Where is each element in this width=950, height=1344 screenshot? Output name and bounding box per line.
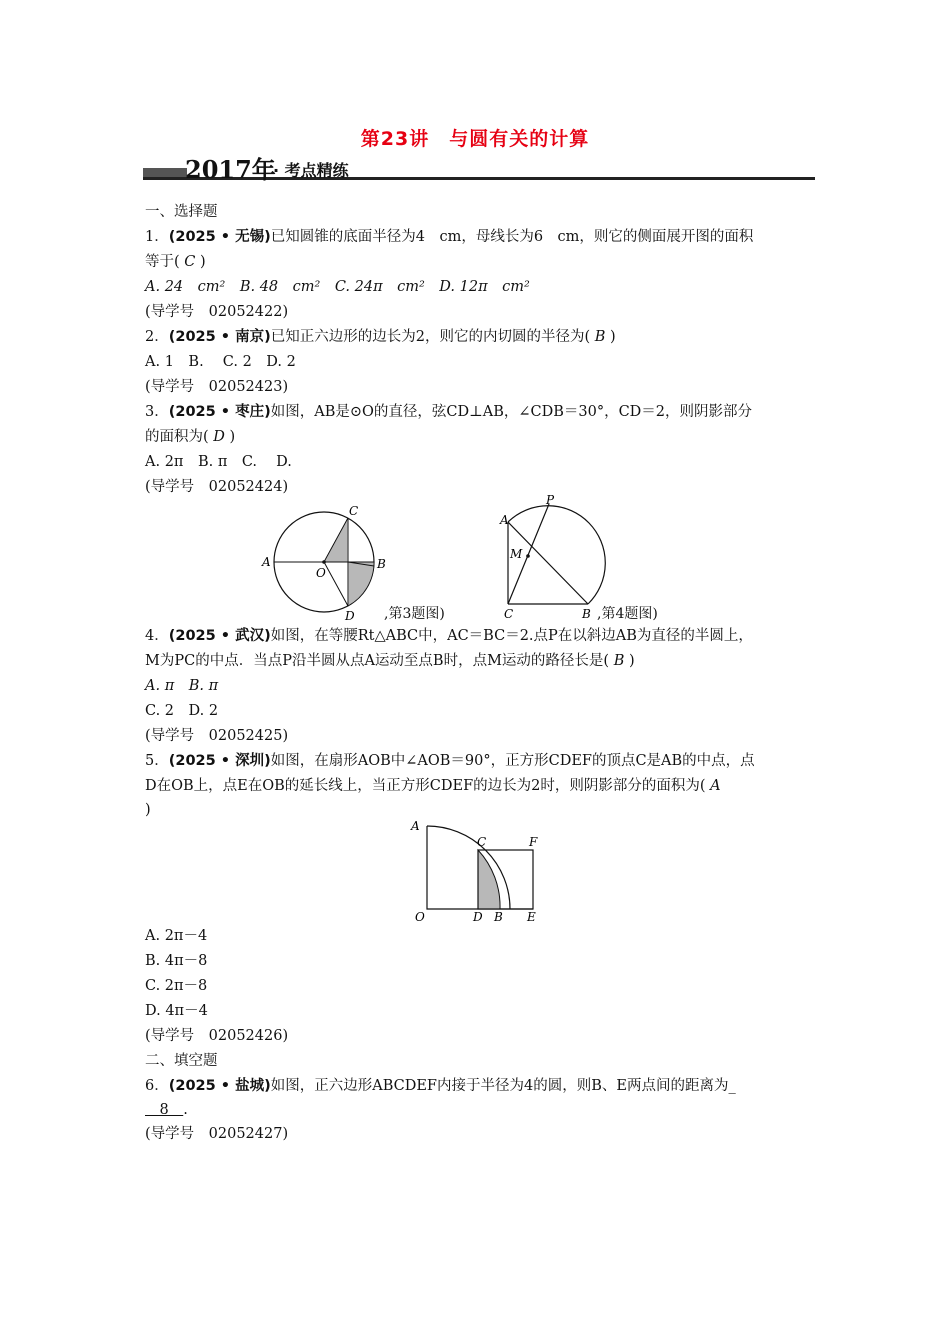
q2-text1: 已知正六边形的边长为2，则它的内切圆的半径为( xyxy=(270,329,595,345)
q3-close: ) xyxy=(224,429,236,445)
q6-text1: 如图，正六边形ABCDEF内接于半径为4的圆，则B、E两点间的距离为_ xyxy=(270,1078,736,1094)
q5-label-a: A xyxy=(411,819,420,833)
q5-option-a-text: A. 2π－4 xyxy=(145,928,208,944)
q4-hypotenuse xyxy=(508,522,588,604)
q5-shaded-region xyxy=(478,850,500,909)
q3-number: 3． xyxy=(145,404,169,420)
q3-label-o: O xyxy=(316,566,326,580)
q3-options: A. 2π B. π C. D. xyxy=(145,454,292,470)
q4-label-a: A xyxy=(500,513,509,527)
q3-guide: (导学号 02052424) xyxy=(145,479,289,495)
q4-semicircle xyxy=(508,506,605,604)
q6-number: 6． xyxy=(145,1078,169,1094)
q4-number: 4． xyxy=(145,628,169,644)
q5-label-b: B xyxy=(494,910,503,922)
q5-option-b xyxy=(145,951,207,971)
q4-text1: 如图，在等腰Rt△ABC中，AC＝BC＝2.点P在以斜边AB为直径的半圆上， xyxy=(270,628,753,644)
q4-source: (2025 • 武汉) xyxy=(168,628,271,644)
q2-number: 2． xyxy=(145,329,169,345)
q4-close: ) xyxy=(624,653,635,669)
q3-figure-svg xyxy=(258,500,388,625)
q5-answer: A xyxy=(710,778,721,794)
q3-text1: 如图，AB是⊙O的直径，弦CD⊥AB，∠CDB＝30°，CD＝2，则阴影部分 xyxy=(270,404,753,420)
section-fill-heading: 二、填空题 xyxy=(145,1053,218,1069)
banner-subtitle: · 考点精练 xyxy=(273,161,349,180)
q5-label-o: O xyxy=(415,910,425,922)
q4-point-m xyxy=(526,554,530,558)
q3-source: (2025 • 枣庄) xyxy=(168,404,271,420)
q3-label-d: D xyxy=(345,609,355,623)
banner-year: 2017年 xyxy=(185,155,276,184)
q5-label-e: E xyxy=(527,910,536,922)
q4-label-p: P xyxy=(546,494,555,507)
q1-line2 xyxy=(145,252,206,272)
q5-option-c-text: C. 2π－8 xyxy=(145,978,208,994)
q5-line1 xyxy=(145,751,755,771)
q1-source: (2025 • 无锡) xyxy=(168,229,271,245)
q5-figure-svg xyxy=(405,816,555,922)
q4-label-m: M xyxy=(510,547,523,561)
q3-text2: 的面积为( xyxy=(145,429,214,445)
q2-source: (2025 • 南京) xyxy=(168,329,271,345)
q1-close: ) xyxy=(195,254,206,270)
q1-line1 xyxy=(145,227,753,247)
q4-text2: M为PC的中点．当点P沿半圆从点A运动至点B时，点M运动的路径长是( xyxy=(145,653,614,669)
q5-option-d-text: D. 4π－4 xyxy=(145,1003,208,1019)
q5-label-c: C xyxy=(477,835,487,849)
q2-options: A. 1 B. C. 2 D. 2 xyxy=(145,354,296,370)
q5-text1: 如图，在扇形AOB中∠AOB＝90°，正方形CDEF的顶点C是AB的中点，点 xyxy=(270,753,755,769)
q5-line2 xyxy=(145,776,721,796)
q5-option-b-text: B. 4π－8 xyxy=(145,953,208,969)
q3-figure xyxy=(258,500,388,625)
q4-caption: ,第4题图) xyxy=(597,606,658,622)
q6-line2 xyxy=(145,1100,188,1120)
section-choice-heading: 一、选择题 xyxy=(145,204,218,220)
q5-guide: (导学号 02052426) xyxy=(145,1028,289,1044)
q3-answer: D xyxy=(213,429,225,445)
page-title: 第23讲 与圆有关的计算 xyxy=(360,128,590,150)
q4-options-1: A. π B. π xyxy=(145,678,219,694)
q5-label-f: F xyxy=(529,835,538,849)
q3-center-dot xyxy=(322,560,326,564)
q1-options: A. 24 cm² B. 48 cm² C. 24π cm² D. 12π cm² xyxy=(145,279,530,295)
q3-shade-upper xyxy=(324,518,348,562)
q4-line1 xyxy=(145,626,753,646)
section-banner xyxy=(143,150,815,184)
q2-answer: B xyxy=(594,329,606,345)
q5-option-c xyxy=(145,976,207,996)
q4-answer: B xyxy=(613,653,625,669)
q3-label-c: C xyxy=(349,504,359,518)
q6-answer: 8 xyxy=(145,1102,184,1118)
q3-line1 xyxy=(145,402,752,422)
q4-guide: (导学号 02052425) xyxy=(145,728,289,744)
q6-text2: . xyxy=(183,1102,188,1118)
q1-text1: 已知圆锥的底面半径为4 cm，母线长为6 cm，则它的侧面展开图的面积 xyxy=(270,229,754,245)
q4-figure xyxy=(494,494,614,622)
q3-line2 xyxy=(145,427,235,447)
q5-option-d xyxy=(145,1001,208,1021)
q2-line1 xyxy=(145,327,616,347)
q5-close: ) xyxy=(145,802,151,818)
q6-source: (2025 • 盐城) xyxy=(168,1078,271,1094)
q5-option-a xyxy=(145,926,207,946)
q3-label-b: B xyxy=(377,557,386,571)
q5-number: 5． xyxy=(145,753,169,769)
q3-shade-lower xyxy=(348,562,374,606)
q2-close: ) xyxy=(605,329,616,345)
q4-label-b: B xyxy=(582,607,591,621)
q6-guide: (导学号 02052427) xyxy=(145,1126,289,1142)
q6-line1 xyxy=(145,1076,736,1096)
q4-options-2: C. 2 D. 2 xyxy=(145,703,219,719)
q4-figure-svg xyxy=(494,494,614,622)
q5-label-d: D xyxy=(473,910,483,922)
q2-guide: (导学号 02052423) xyxy=(145,379,289,395)
q3-label-a: A xyxy=(262,555,271,569)
q4-label-c: C xyxy=(504,607,514,621)
q1-text2: 等于( xyxy=(145,254,185,270)
q5-text2: D在OB上，点E在OB的延长线上，当正方形CDEF的边长为2时，则阴影部分的面积为( xyxy=(145,778,711,794)
q5-source: (2025 • 深圳) xyxy=(168,753,271,769)
q4-line2 xyxy=(145,651,635,671)
q1-guide: (导学号 02052422) xyxy=(145,304,289,320)
q1-number: 1． xyxy=(145,229,169,245)
q1-answer: C xyxy=(184,254,196,270)
q5-figure xyxy=(405,816,555,922)
q3-caption: ,第3题图) xyxy=(384,606,445,622)
